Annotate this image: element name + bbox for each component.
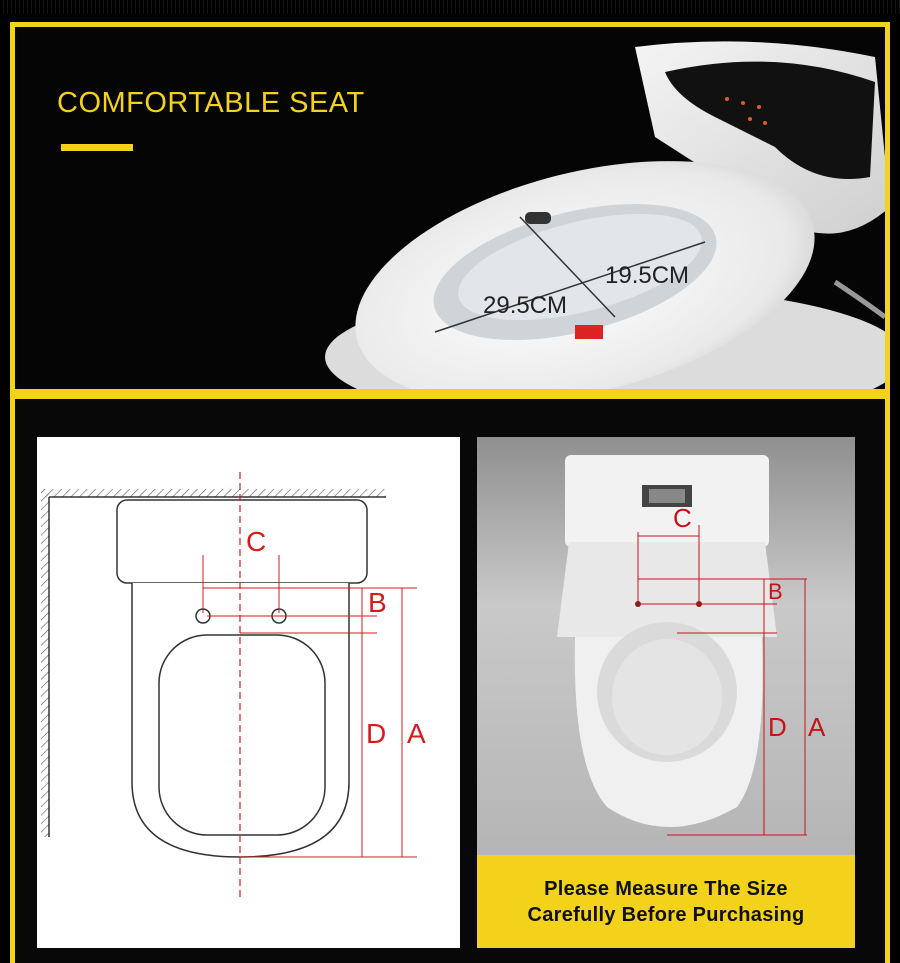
toilet-top-view-drawing <box>37 437 460 948</box>
photo-label-d: D <box>768 712 787 742</box>
measurement-notice <box>477 855 855 948</box>
dimension-label-b: B <box>368 587 387 618</box>
notice-line-1: Please Measure The Size <box>544 877 788 900</box>
photo-label-c: C <box>673 503 692 533</box>
top-border-hatch <box>0 0 900 14</box>
comfortable-seat-panel <box>10 22 890 394</box>
photo-label-a: A <box>808 712 826 742</box>
seat-width-dimension: 29.5CM <box>483 292 568 319</box>
dimension-label-d: D <box>366 718 387 749</box>
notice-line-2: Carefully Before Purchasing <box>527 903 805 926</box>
seat-depth-dimension: 19.5CM <box>605 262 690 289</box>
seat-photo-illustration <box>15 27 885 389</box>
measurement-diagram <box>37 437 460 948</box>
photo-label-b: B <box>768 579 783 604</box>
title-underline <box>61 144 133 151</box>
dimension-label-c: C <box>246 526 267 557</box>
toilet-measurement-photo <box>477 437 855 855</box>
toilet-photo-illustration <box>477 437 855 855</box>
page-title: COMFORTABLE SEAT <box>57 87 365 119</box>
dimension-label-a: A <box>407 718 426 749</box>
